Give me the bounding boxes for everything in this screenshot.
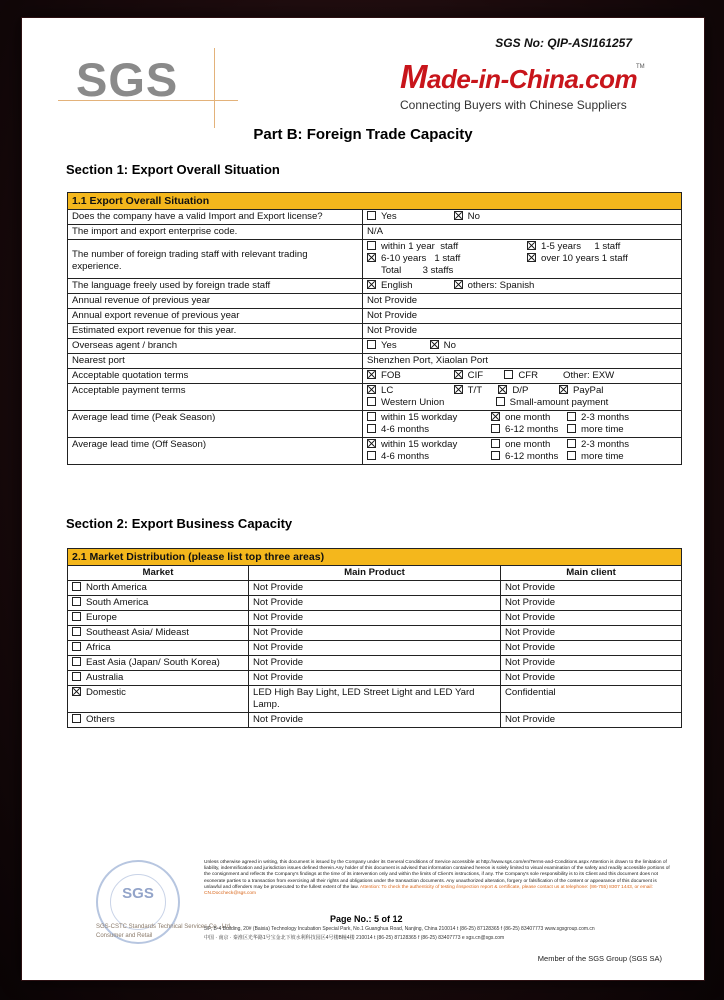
main-client-cell: Not Provide — [501, 713, 682, 728]
seal-caption: SGS-CSTC Standards Technical Services Co., Ltd. Consumer and Retail — [96, 924, 232, 939]
market-name: North America — [86, 582, 147, 593]
row-label: Annual revenue of previous year — [68, 294, 363, 309]
checkbox-checked[interactable] — [367, 253, 376, 262]
checkbox-unchecked[interactable] — [567, 451, 576, 460]
main-product-cell: Not Provide — [249, 626, 501, 641]
row-label: Overseas agent / branch — [68, 339, 363, 354]
checkbox-unchecked[interactable] — [367, 424, 376, 433]
checkbox-checked[interactable] — [498, 385, 507, 394]
main-product-cell: Not Provide — [249, 713, 501, 728]
row-value: N/A — [363, 225, 682, 240]
row-value: Not Provide — [363, 324, 682, 339]
main-product-cell: Not Provide — [249, 611, 501, 626]
checkbox-unchecked[interactable] — [72, 582, 81, 591]
checkbox-unchecked[interactable] — [72, 642, 81, 651]
checkbox-checked[interactable] — [430, 340, 439, 349]
checkbox-checked[interactable] — [367, 280, 376, 289]
market-row — [68, 596, 682, 611]
seal-text: SGS — [122, 885, 154, 902]
market-row — [68, 686, 682, 713]
logo-rule-vertical — [214, 48, 215, 128]
market-name: South America — [86, 597, 149, 608]
checkbox-checked[interactable] — [454, 385, 463, 394]
checkbox-checked[interactable] — [367, 439, 376, 448]
section1-title: Section 1: Export Overall Situation — [66, 162, 280, 177]
market-distribution-table — [67, 548, 682, 728]
checkbox-checked[interactable] — [454, 211, 463, 220]
section1-band: 1.1 Export Overall Situation — [68, 193, 682, 210]
lead-time-peak-row: Average lead time (Peak Season) within 15 workday one month 2-3 months 4-6 months 6-12 months more time — [68, 411, 682, 438]
market-name: Others — [86, 714, 115, 725]
main-product-cell: Not Provide — [249, 671, 501, 686]
main-product-cell: Not Provide — [249, 596, 501, 611]
checkbox-checked[interactable] — [367, 385, 376, 394]
export-overall-table — [67, 192, 682, 465]
market-cell — [68, 656, 249, 671]
checkbox-checked[interactable] — [527, 253, 536, 262]
checkbox-unchecked[interactable] — [496, 397, 505, 406]
row-label: The import and export enterprise code. — [68, 225, 363, 240]
main-client-cell: Not Provide — [501, 656, 682, 671]
document-page — [22, 18, 704, 980]
export-revenue-row — [68, 309, 682, 324]
checkbox-unchecked[interactable] — [367, 397, 376, 406]
checkbox-unchecked[interactable] — [491, 439, 500, 448]
row-label: Average lead time (Peak Season) — [68, 411, 363, 438]
market-row — [68, 671, 682, 686]
checkbox-unchecked[interactable] — [491, 451, 500, 460]
main-client-cell: Confidential — [501, 686, 682, 713]
legal-disclaimer: Unless otherwise agreed in writing, this document is issued by the Company under its General Conditions of Service accessible at http://www.sgs.com/en/Terms-and-Conditions.aspx Attention is drawn to the limitation of liability, indemnification and jurisdiction issues defined therein.Any holder of this document is advised that information contained hereon is solely limited to visual examination of the safety and readily accessible portions of the consignment and reflects the Company's findings at the time of its intervention only and within the limits of Client's instructions, if any. The Company's sole responsibility is to its Client and this document does not exonerate parties to a transaction from exercising all their rights and obligations under the transaction documents. Any unauthorized alteration, forgery or falsification of the content or appearance of this document is unlawful and offenders may be prosecuted to the fullest extent of the law. Attention: To check the authenticity of testing /inspection report & certificate, please contact us at telephone: (86-755) 8307 1443, or email: CN.Doccheck@sgs.com — [204, 860, 670, 897]
row-value: Not Provide — [363, 309, 682, 324]
checkbox-checked[interactable] — [72, 687, 81, 696]
market-cell — [68, 713, 249, 728]
quotation-terms-row: Acceptable quotation terms FOB CIF CFR Other: EXW — [68, 369, 682, 384]
market-cell — [68, 671, 249, 686]
checkbox-unchecked[interactable] — [367, 412, 376, 421]
checkbox-unchecked[interactable] — [567, 439, 576, 448]
checkbox-unchecked[interactable] — [72, 714, 81, 723]
market-cell — [68, 626, 249, 641]
checkbox-unchecked[interactable] — [72, 657, 81, 666]
checkbox-unchecked[interactable] — [72, 627, 81, 636]
main-client-cell: Not Provide — [501, 626, 682, 641]
market-header-row — [68, 566, 682, 581]
made-in-china-logo — [400, 58, 645, 126]
market-cell — [68, 641, 249, 656]
row-label: The number of foreign trading staff with relevant trading experience. — [68, 240, 363, 279]
main-client-cell: Not Provide — [501, 671, 682, 686]
checkbox-unchecked[interactable] — [72, 612, 81, 621]
market-cell — [68, 581, 249, 596]
checkbox-unchecked[interactable] — [491, 424, 500, 433]
checkbox-checked[interactable] — [454, 280, 463, 289]
total-value: 3 staffs — [422, 265, 454, 276]
row-label: Nearest port — [68, 354, 363, 369]
market-name: East Asia (Japan/ South Korea) — [86, 657, 220, 668]
mic-wordmark: Made-in-China.com — [400, 58, 638, 95]
page-number: Page No.: 5 of 12 — [330, 914, 403, 924]
checkbox-unchecked[interactable] — [367, 340, 376, 349]
main-client-cell: Not Provide — [501, 596, 682, 611]
main-client-cell: Not Provide — [501, 641, 682, 656]
member-notice: Member of the SGS Group (SGS SA) — [537, 954, 662, 963]
row-label: Average lead time (Off Season) — [68, 438, 363, 465]
part-title: Part B: Foreign Trade Capacity — [253, 126, 473, 143]
market-name: Southeast Asia/ Mideast — [86, 627, 189, 638]
enterprise-code-row — [68, 225, 682, 240]
sgs-logo-text: SGS — [76, 53, 179, 106]
sgs-logo — [76, 48, 216, 120]
product-column-header: Main Product — [249, 566, 501, 581]
market-cell — [68, 611, 249, 626]
section2-band: 2.1 Market Distribution (please list top three areas) — [68, 549, 682, 566]
row-label: The language freely used by foreign trade staff — [68, 279, 363, 294]
staff-row: The number of foreign trading staff with relevant trading experience. within 1 year staff 1-5 years 1 staff 6-10 years 1 staff over 10 years 1 staff Total 3 staffs — [68, 240, 682, 279]
section2-title: Section 2: Export Business Capacity — [66, 516, 293, 531]
authenticity-notice: Attention: To check the authenticity of testing /inspection report & certificate, please contact us at telephone: (86-755) 8307 1443, or email: CN.Doccheck@sgs.com — [204, 884, 653, 897]
payment-terms-row: Acceptable payment terms LC T/T D/P PayPal Western Union Small-amount payment — [68, 384, 682, 411]
client-column-header: Main client — [501, 566, 682, 581]
row-value: Not Provide — [363, 294, 682, 309]
checkbox-unchecked[interactable] — [367, 451, 376, 460]
mic-tagline: Connecting Buyers with Chinese Suppliers — [400, 98, 627, 112]
total-label: Total — [381, 265, 402, 276]
checkbox-checked[interactable] — [491, 412, 500, 421]
market-row — [68, 611, 682, 626]
trademark-symbol: TM — [636, 64, 645, 70]
row-label: Annual export revenue of previous year — [68, 309, 363, 324]
market-name: Domestic — [86, 687, 126, 698]
checkbox-unchecked[interactable] — [504, 370, 513, 379]
estimated-export-row — [68, 324, 682, 339]
row-label: Does the company have a valid Import and Export license? — [68, 210, 363, 225]
main-product-cell: Not Provide — [249, 656, 501, 671]
market-row — [68, 626, 682, 641]
checkbox-checked[interactable] — [367, 370, 376, 379]
checkbox-unchecked[interactable] — [367, 211, 376, 220]
main-product-cell: Not Provide — [249, 641, 501, 656]
overseas-agent-row: Overseas agent / branch Yes No — [68, 339, 682, 354]
market-name: Africa — [86, 642, 111, 653]
row-value: Shenzhen Port, Xiaolan Port — [363, 354, 682, 369]
checkbox-unchecked[interactable] — [567, 424, 576, 433]
language-row: The language freely used by foreign trade staff English others: Spanish — [68, 279, 682, 294]
market-cell — [68, 686, 249, 713]
market-row — [68, 641, 682, 656]
main-product-cell: LED High Bay Light, LED Street Light and LED Yard Lamp. — [249, 686, 501, 713]
market-name: Europe — [86, 612, 117, 623]
sgs-number: SGS No: QIP-ASI161257 — [495, 36, 632, 50]
checkbox-checked[interactable] — [559, 385, 568, 394]
market-name: Australia — [86, 672, 124, 683]
row-label: Acceptable quotation terms — [68, 369, 363, 384]
checkbox-unchecked[interactable] — [367, 241, 376, 250]
checkbox-unchecked[interactable] — [72, 672, 81, 681]
checkbox-checked[interactable] — [527, 241, 536, 250]
market-row — [68, 713, 682, 728]
annual-revenue-row — [68, 294, 682, 309]
market-column-header: Market — [68, 566, 249, 581]
market-cell — [68, 596, 249, 611]
nearest-port-row — [68, 354, 682, 369]
license-row: Does the company have a valid Import and Export license? Yes No — [68, 210, 682, 225]
checkbox-checked[interactable] — [454, 370, 463, 379]
lead-time-off-row: Average lead time (Off Season) within 15 workday one month 2-3 months 4-6 months 6-12 months more time — [68, 438, 682, 465]
main-client-cell: Not Provide — [501, 581, 682, 596]
checkbox-unchecked[interactable] — [72, 597, 81, 606]
checkbox-unchecked[interactable] — [567, 412, 576, 421]
market-row — [68, 581, 682, 596]
row-label: Acceptable payment terms — [68, 384, 363, 411]
market-row — [68, 656, 682, 671]
row-label: Estimated export revenue for this year. — [68, 324, 363, 339]
main-product-cell: Not Provide — [249, 581, 501, 596]
company-address: 5/F, B-4 Building, 20# (Baixia) Technology Incubation Special Park, No.1 Guanghua Road, Nanjing, China 210014 t (86-25) 87128365 f (86-25) 83407773 www.sgsgroup.com.cn 中国 · 南京 · 秦淮区光华路1号宝金北下坡水利科技园区4号楼B幢4楼 210014 t (86-25) 87128365 f (86-25) 83407773 e sgs.cn@sgs.com — [204, 926, 595, 941]
main-client-cell: Not Provide — [501, 611, 682, 626]
